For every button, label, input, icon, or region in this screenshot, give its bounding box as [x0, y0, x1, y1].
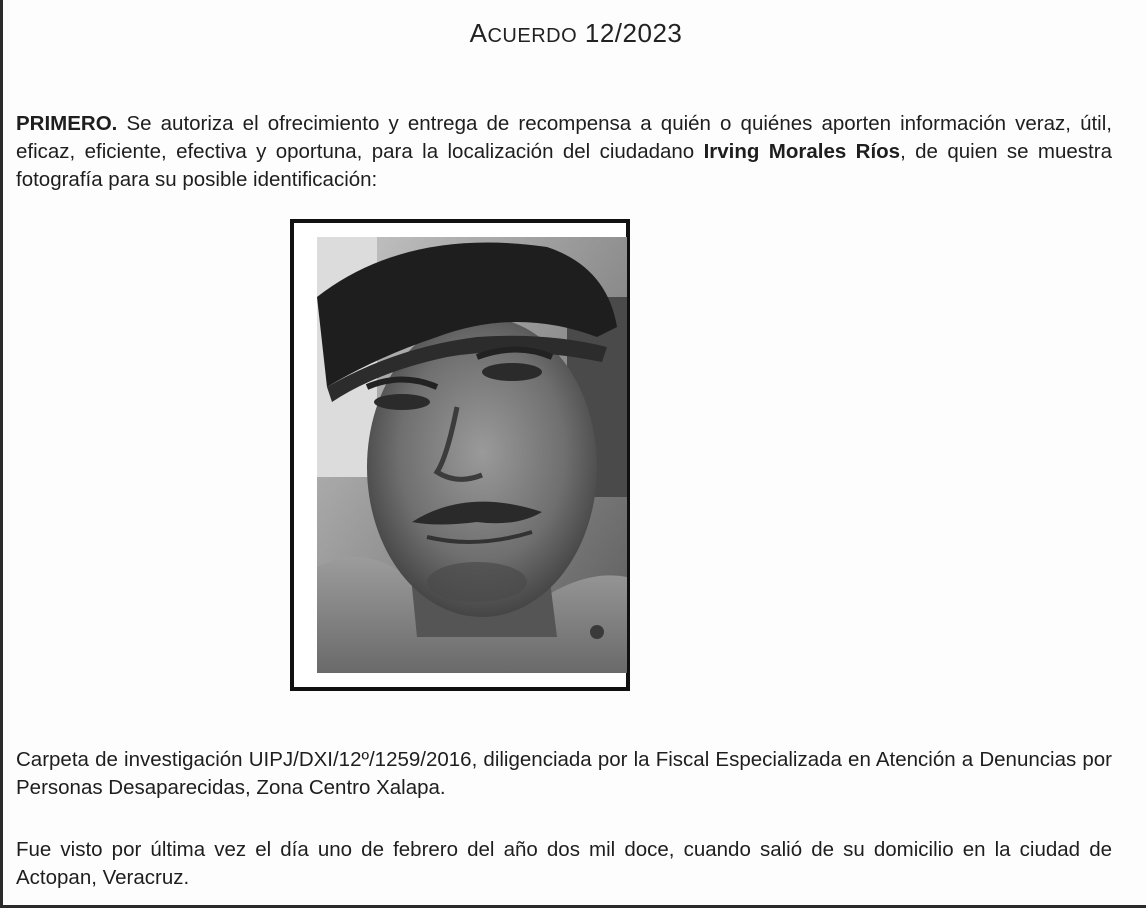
title-initial: A [469, 18, 488, 48]
portrait-photo [317, 237, 627, 673]
paragraph-ultima-vez: Fue visto por última vez el día uno de febrero del año dos mil doce, cuando salió de su domicilio en la ciudad de Actopan, Veracruz. [16, 838, 1112, 889]
title-number: 12/2023 [584, 18, 683, 48]
primero-text-a: Se autoriza el ofrecimiento y entrega de recompensa a quién o quiénes aporten información veraz, útil, eficaz, eficiente, efectiva y oportuna, para la localización del ciudadano [16, 112, 1112, 163]
paragraph-primero [16, 110, 1112, 194]
portrait-illustration [317, 237, 627, 673]
primero-text-b: , de quien se muestra fotografía para su posible identificación: [16, 140, 1112, 191]
person-name: Irving Morales Ríos [703, 140, 901, 163]
document-title [3, 18, 1146, 49]
paragraph-carpeta: Carpeta de investigación UIPJ/DXI/12º/1259/2016, diligenciada por la Fiscal Especializada en Atención a Denuncias por Personas Desaparecidas, Zona Centro Xalapa. [16, 748, 1112, 799]
primero-label: PRIMERO. [16, 112, 118, 135]
title-rest: CUERDO [487, 25, 578, 47]
